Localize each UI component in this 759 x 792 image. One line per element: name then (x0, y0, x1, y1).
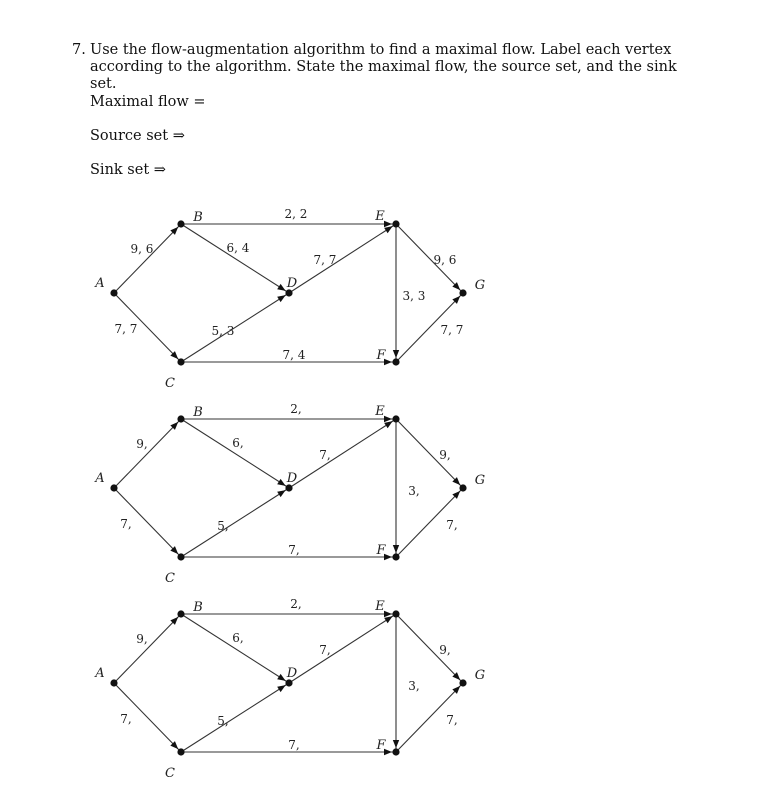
question-text: Use the flow-augmentation algorithm to find a maximal flow. Label each vertex according to the algorithm. State the maximal flow, the source set, and the sink set. (90, 42, 677, 92)
sink-set-label: Sink set ⇒ (90, 162, 166, 178)
arrowhead-be (384, 221, 392, 227)
vertex-f (392, 358, 399, 365)
vertex-e (392, 415, 399, 422)
edge-cd (181, 683, 289, 752)
edge-de (289, 419, 396, 488)
maximal-flow-label: Maximal flow = (90, 94, 206, 110)
arrowhead-bd (277, 479, 285, 486)
vertex-label-b: B (193, 210, 203, 225)
edge-cd (181, 293, 289, 362)
vertex-label-b: B (193, 600, 203, 615)
vertex-c (177, 358, 184, 365)
vertex-g (459, 679, 466, 686)
vertex-a (110, 679, 117, 686)
arrowhead-de (384, 616, 392, 623)
edge-label-cf: 7, (288, 738, 300, 752)
edge-de (289, 224, 396, 293)
edge-label-fg: 7, 7 (440, 323, 464, 337)
edge-label-fg: 7, (446, 518, 458, 532)
vertex-label-c: C (165, 766, 175, 781)
arrowhead-cd (277, 490, 285, 497)
vertex-g (459, 484, 466, 491)
vertex-label-g: G (474, 278, 486, 293)
arrowhead-be (384, 611, 392, 617)
arrowhead-cd (277, 685, 285, 692)
edge-label-ab: 9, (136, 437, 148, 451)
arrowhead-de (384, 226, 392, 233)
edge-eg (396, 614, 463, 683)
vertex-label-b: B (193, 405, 203, 420)
vertex-f (392, 553, 399, 560)
vertex-label-d: D (286, 666, 298, 681)
edge-de (289, 614, 396, 683)
edge-label-fg: 7, (446, 713, 458, 727)
edge-label-de: 7, (319, 643, 331, 657)
vertex-e (392, 220, 399, 227)
arrowhead-bd (277, 284, 285, 291)
edge-eg (396, 419, 463, 488)
vertex-f (392, 748, 399, 755)
network-graph-3 (0, 592, 759, 792)
edge-label-bd: 6, 4 (226, 241, 250, 255)
network-graph-2 (0, 397, 759, 597)
edge-label-eg: 9, (439, 448, 451, 462)
vertex-label-g: G (474, 473, 486, 488)
edge-bd (181, 419, 289, 488)
arrowhead-cd (277, 295, 285, 302)
vertex-g (459, 289, 466, 296)
edge-label-de: 7, 7 (313, 253, 337, 267)
vertex-label-f: F (376, 738, 386, 753)
edge-label-eg: 9, (439, 643, 451, 657)
vertex-b (177, 220, 184, 227)
edge-label-cd: 5, 3 (211, 324, 235, 338)
edge-label-cd: 5, (217, 714, 229, 728)
vertex-label-d: D (286, 471, 298, 486)
vertex-label-a: A (95, 666, 105, 681)
vertex-label-g: G (474, 668, 486, 683)
vertex-label-c: C (165, 571, 175, 586)
vertex-label-e: E (375, 404, 385, 419)
vertex-b (177, 415, 184, 422)
arrowhead-ef (393, 740, 399, 748)
edge-label-ac: 7, (120, 712, 132, 726)
arrowhead-de (384, 421, 392, 428)
vertex-label-d: D (286, 276, 298, 291)
edge-label-bd: 6, (232, 631, 244, 645)
vertex-label-f: F (376, 348, 386, 363)
edge-cd (181, 488, 289, 557)
vertex-label-c: C (165, 376, 175, 391)
vertex-c (177, 748, 184, 755)
edge-label-cd: 5, (217, 519, 229, 533)
question-number: 7. (72, 42, 86, 58)
vertex-a (110, 289, 117, 296)
edge-label-ef: 3, (408, 679, 420, 693)
edge-label-ef: 3, 3 (402, 289, 426, 303)
edge-label-be: 2, (290, 597, 302, 611)
vertex-label-a: A (95, 471, 105, 486)
edge-label-cf: 7, (288, 543, 300, 557)
arrowhead-ef (393, 545, 399, 553)
edge-bd (181, 224, 289, 293)
edge-ab (114, 614, 181, 683)
edge-label-bd: 6, (232, 436, 244, 450)
arrowhead-bd (277, 674, 285, 681)
edge-ab (114, 224, 181, 293)
arrowhead-be (384, 416, 392, 422)
vertex-b (177, 610, 184, 617)
edge-label-ef: 3, (408, 484, 420, 498)
edge-label-ab: 9, (136, 632, 148, 646)
edge-label-eg: 9, 6 (433, 253, 457, 267)
vertex-label-e: E (375, 599, 385, 614)
vertex-label-f: F (376, 543, 386, 558)
edge-label-de: 7, (319, 448, 331, 462)
vertex-e (392, 610, 399, 617)
vertex-a (110, 484, 117, 491)
edge-label-be: 2, 2 (284, 207, 308, 221)
vertex-label-a: A (95, 276, 105, 291)
edge-label-ab: 9, 6 (130, 242, 154, 256)
arrowhead-ef (393, 350, 399, 358)
edge-label-be: 2, (290, 402, 302, 416)
edge-label-ac: 7, 7 (114, 322, 138, 336)
edge-ab (114, 419, 181, 488)
vertex-c (177, 553, 184, 560)
network-graph-1 (0, 202, 759, 402)
edge-label-cf: 7, 4 (282, 348, 306, 362)
vertex-label-e: E (375, 209, 385, 224)
edge-label-ac: 7, (120, 517, 132, 531)
edge-bd (181, 614, 289, 683)
source-set-label: Source set ⇒ (90, 128, 185, 144)
